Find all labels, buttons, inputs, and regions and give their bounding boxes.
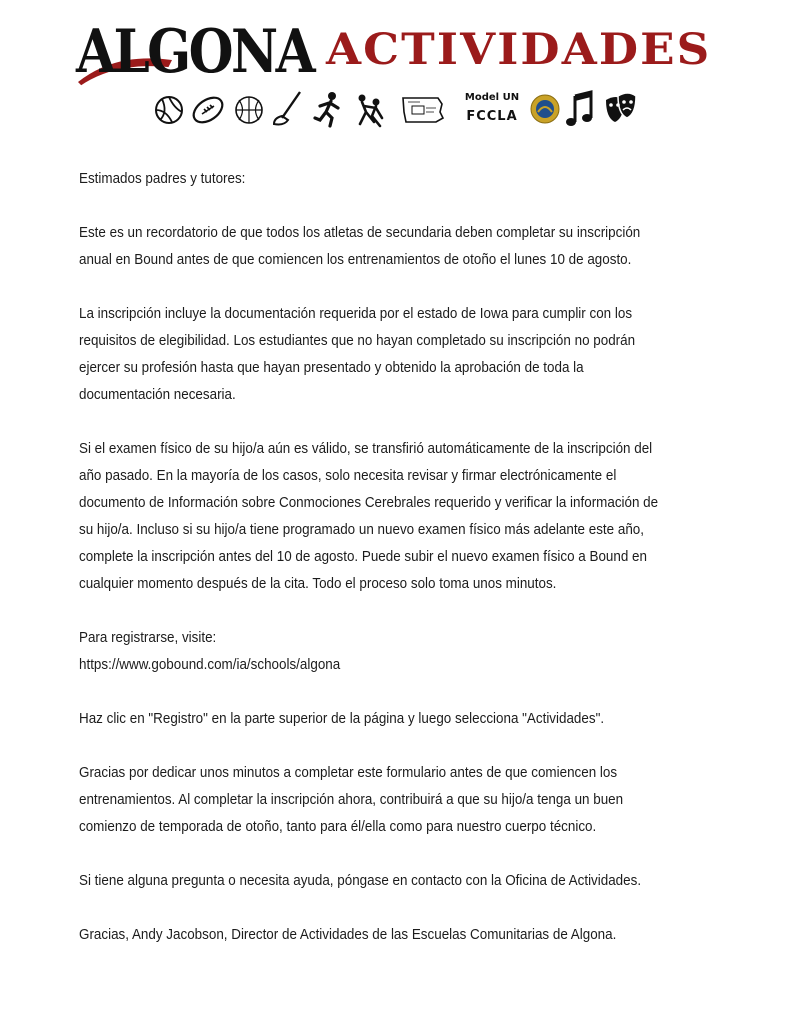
letter-body [79, 166, 668, 976]
music-note-icon [564, 88, 598, 130]
volleyball-icon [152, 88, 186, 130]
iowa-map-icon [400, 88, 446, 130]
actividades-wordmark: ACTIVIDADES [326, 25, 712, 75]
basketball-icon [232, 88, 266, 130]
football-icon [190, 88, 226, 130]
algona-logo [76, 16, 320, 90]
fccla-label: FCCLA [466, 109, 518, 124]
paragraph-thanks: Gracias por dedicar unos minutos a completar este formulario antes de que comiencen los entrenamientos. Al completar la inscripción ahora, contribuirá a que su hijo/a tenga un buen comienzo de temporada de otoño, tanto para él/ella como para nuestro cuerpo técnico. [79, 765, 624, 835]
register-label: Para registrarse, visite: [79, 630, 217, 646]
wrestlers-icon [350, 88, 388, 130]
theater-masks-icon [602, 88, 640, 130]
model-un-label: Model UN [464, 92, 520, 103]
header [0, 0, 791, 140]
register-url: https://www.gobound.com/ia/schools/algona [79, 657, 341, 673]
greeting: Estimados padres y tutores: [79, 171, 246, 187]
model-un-fccla-text [460, 92, 524, 128]
signature: Gracias, Andy Jacobson, Director de Actividades de las Escuelas Comunitarias de Algona. [79, 927, 617, 943]
ffa-emblem-icon [528, 88, 562, 130]
activity-icons-row [150, 88, 650, 132]
algona-wordmark: ALGONA [76, 17, 314, 87]
paragraph-physical-exam: Si el examen físico de su hijo/a aún es válido, se transfirió automáticamente de la inscripción del año pasado. En la mayoría de los casos, solo necesita revisar y firmar electrónicamente el documento de Información sobre Conmociones Cerebrales requerido y verificar la información de su hijo/a. Incluso si su hijo/a tiene programado un nuevo examen físico más adelante este año, complete la inscripción antes del 10 de agosto. Puede subir el nuevo examen físico a Bound en cualquier momento después de la cita. Todo el proceso solo toma unos minutos. [79, 441, 659, 592]
paragraph-contact: Si tiene alguna pregunta o necesita ayuda, póngase en contacto con la Oficina de Actividades. [79, 873, 642, 889]
paragraph-documentation: La inscripción incluye la documentación requerida por el estado de Iowa para cumplir con los requisitos de elegibilidad. Los estudiantes que no hayan completado su inscripción no podrán ejercer su profesión hasta que hayan presentado y obtenido la aprobación de toda la documentación necesaria. [79, 306, 636, 403]
golf-club-icon [270, 88, 304, 130]
paragraph-reminder: Este es un recordatorio de que todos los atletas de secundaria deben completar su inscripción anual en Bound antes de que comiencen los entrenamientos de otoño el lunes 10 de agosto. [79, 225, 641, 268]
paragraph-instructions: Haz clic en "Registro" en la parte superior de la página y luego selecciona "Actividades". [79, 711, 605, 727]
runner-icon [312, 88, 346, 130]
